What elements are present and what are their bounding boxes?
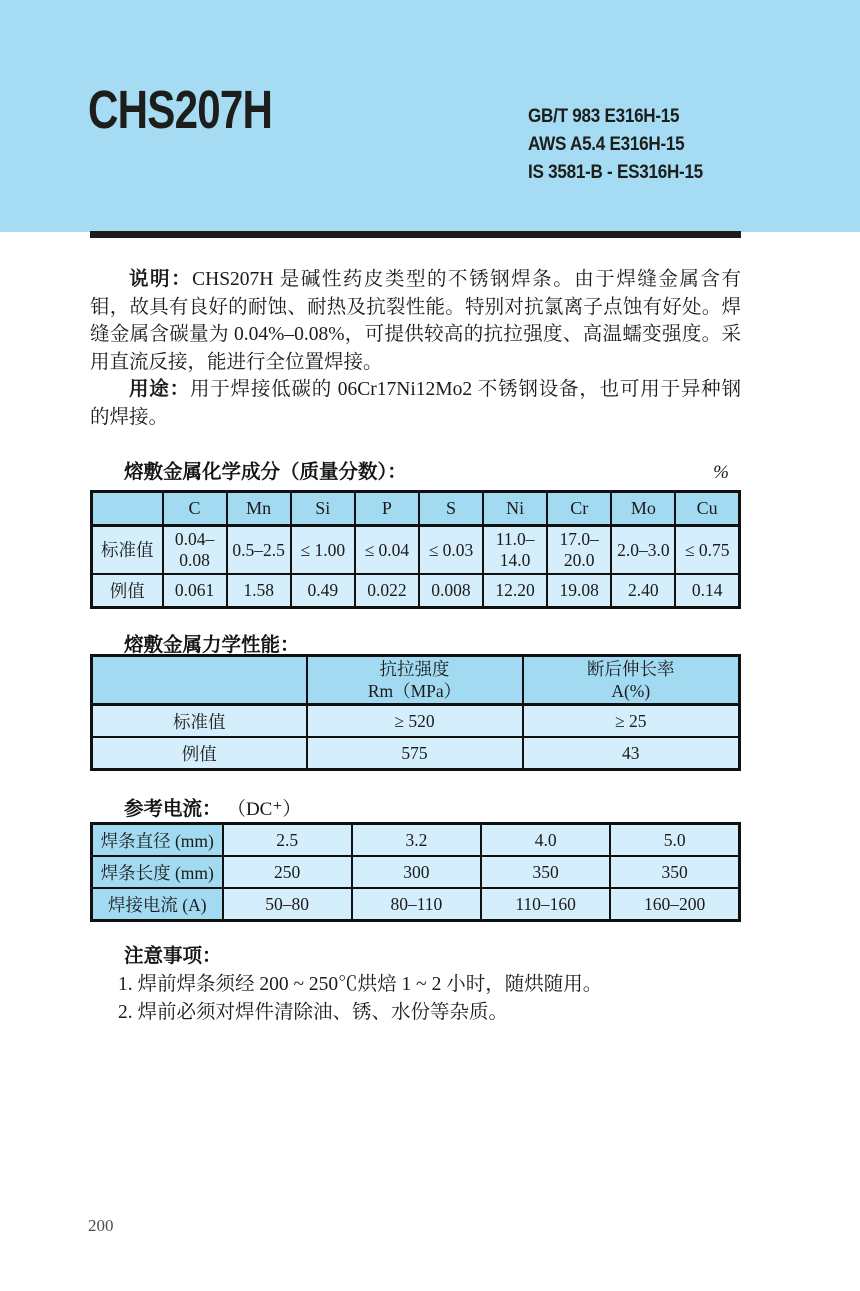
cell: 110–160 <box>481 888 610 921</box>
cell: ≥ 25 <box>523 705 740 738</box>
chem-header-row <box>92 492 740 526</box>
cell: 1.58 <box>227 574 291 608</box>
cell: 3.2 <box>352 824 481 857</box>
header-line: Rm（MPa） <box>367 681 462 701</box>
cell: 0.49 <box>291 574 355 608</box>
standard-line-aws: AWS A5.4 E316H-15 <box>528 134 685 155</box>
current-table-title <box>124 793 301 821</box>
mech-header-elongation <box>523 656 740 705</box>
cell: 0.5–2.5 <box>227 526 291 575</box>
current-title-dc: （DC⁺） <box>226 799 302 820</box>
header-line: 断后伸长率 <box>587 659 675 679</box>
usage-paragraph <box>90 376 741 431</box>
current-row <box>92 888 740 921</box>
cell: 5.0 <box>610 824 739 857</box>
usage-text: 用于焊接低碳的 06Cr17Ni12Mo2 不锈钢设备，也可用于异种钢的焊接。 <box>90 379 741 428</box>
description-label: 说明： <box>129 268 193 290</box>
product-title: CHS207H <box>88 80 273 140</box>
cell: 300 <box>352 856 481 888</box>
usage-label: 用途： <box>129 378 190 401</box>
mech-header-tensile <box>307 656 523 705</box>
header-line: A(%) <box>611 681 651 701</box>
cell: 2.40 <box>611 574 675 608</box>
cell: 160–200 <box>610 888 739 921</box>
notes-title: 注意事项： <box>124 945 222 967</box>
cell: 2.0–3.0 <box>611 526 675 575</box>
cell: 0.061 <box>163 574 227 608</box>
current-table <box>90 822 741 922</box>
row-label: 例值 <box>92 737 307 770</box>
cell: 350 <box>610 856 739 888</box>
cell: 12.20 <box>483 574 547 608</box>
cell: 350 <box>481 856 610 888</box>
chem-table-unit: % <box>713 462 729 483</box>
chem-example-row <box>92 574 740 608</box>
notes-list <box>90 971 741 1027</box>
description-text: CHS207H 是碱性药皮类型的不锈钢焊条。由于焊缝金属含有钼，故具有良好的耐蚀、耐热及抗裂性能。特别对抗氯离子点蚀有好处。焊缝金属含碳量为 0.04%–0.08%，可提供较高的抗拉强度、高温蠕变强度。采用直流反接，能进行全位置焊接。 <box>90 269 741 373</box>
current-title-cn: 参考电流： <box>124 798 222 820</box>
cell: ≤ 0.03 <box>419 526 483 575</box>
chem-header-mn: Mn <box>227 492 291 526</box>
chem-table <box>90 490 741 609</box>
note-item: 2. 焊前必须对焊件清除油、锈、水份等杂质。 <box>118 1002 509 1023</box>
cell: 50–80 <box>223 888 352 921</box>
mech-table <box>90 654 741 771</box>
standards-list <box>528 103 703 187</box>
cell: 19.08 <box>547 574 611 608</box>
standard-line-gbt: GB/T 983 E316H-15 <box>528 106 680 127</box>
chem-header-s: S <box>419 492 483 526</box>
cell: 4.0 <box>481 824 610 857</box>
cell: ≤ 0.75 <box>675 526 739 575</box>
cell: 250 <box>223 856 352 888</box>
row-label: 焊条直径 (mm) <box>92 824 223 857</box>
mech-table-title: 熔敷金属力学性能： <box>124 634 300 656</box>
chem-header-cr: Cr <box>547 492 611 526</box>
cell: 43 <box>523 737 740 770</box>
chem-header-c: C <box>163 492 227 526</box>
chem-header-empty <box>92 492 163 526</box>
cell: 0.022 <box>355 574 419 608</box>
chem-header-ni: Ni <box>483 492 547 526</box>
chem-header-p: P <box>355 492 419 526</box>
mech-example-row <box>92 737 740 770</box>
cell: 11.0–14.0 <box>483 526 547 575</box>
mech-header-row <box>92 656 740 705</box>
cell: 2.5 <box>223 824 352 857</box>
cell: ≤ 1.00 <box>291 526 355 575</box>
cell: ≤ 0.04 <box>355 526 419 575</box>
diameter-row <box>92 824 740 857</box>
length-row <box>92 856 740 888</box>
chem-table-title-row <box>90 456 741 484</box>
cell: ≥ 520 <box>307 705 523 738</box>
cell: 17.0–20.0 <box>547 526 611 575</box>
header-band <box>0 0 860 232</box>
mech-header-empty <box>92 656 307 705</box>
chem-header-mo: Mo <box>611 492 675 526</box>
chem-header-si: Si <box>291 492 355 526</box>
note-item: 1. 焊前焊条须经 200 ~ 250℃烘焙 1 ~ 2 小时，随烘随用。 <box>118 974 603 995</box>
row-label: 标准值 <box>92 526 163 575</box>
notes-section <box>90 942 741 1027</box>
header-line: 抗拉强度 <box>379 659 450 679</box>
chem-standard-row <box>92 526 740 575</box>
row-label: 焊条长度 (mm) <box>92 856 223 888</box>
header-rule <box>90 231 741 238</box>
cell: 575 <box>307 737 523 770</box>
mech-standard-row <box>92 705 740 738</box>
chem-header-cu: Cu <box>675 492 739 526</box>
cell: 0.008 <box>419 574 483 608</box>
cell: 0.04–0.08 <box>163 526 227 575</box>
page-number: 200 <box>88 1216 114 1235</box>
row-label: 焊接电流 (A) <box>92 888 223 921</box>
cell: 80–110 <box>352 888 481 921</box>
standard-line-is: IS 3581-B - ES316H-15 <box>528 162 703 183</box>
row-label: 例值 <box>92 574 163 608</box>
row-label: 标准值 <box>92 705 307 738</box>
cell: 0.14 <box>675 574 739 608</box>
chem-table-title: 熔敷金属化学成分（质量分数）： <box>124 461 407 483</box>
description-paragraph <box>90 266 741 376</box>
description <box>90 266 741 432</box>
